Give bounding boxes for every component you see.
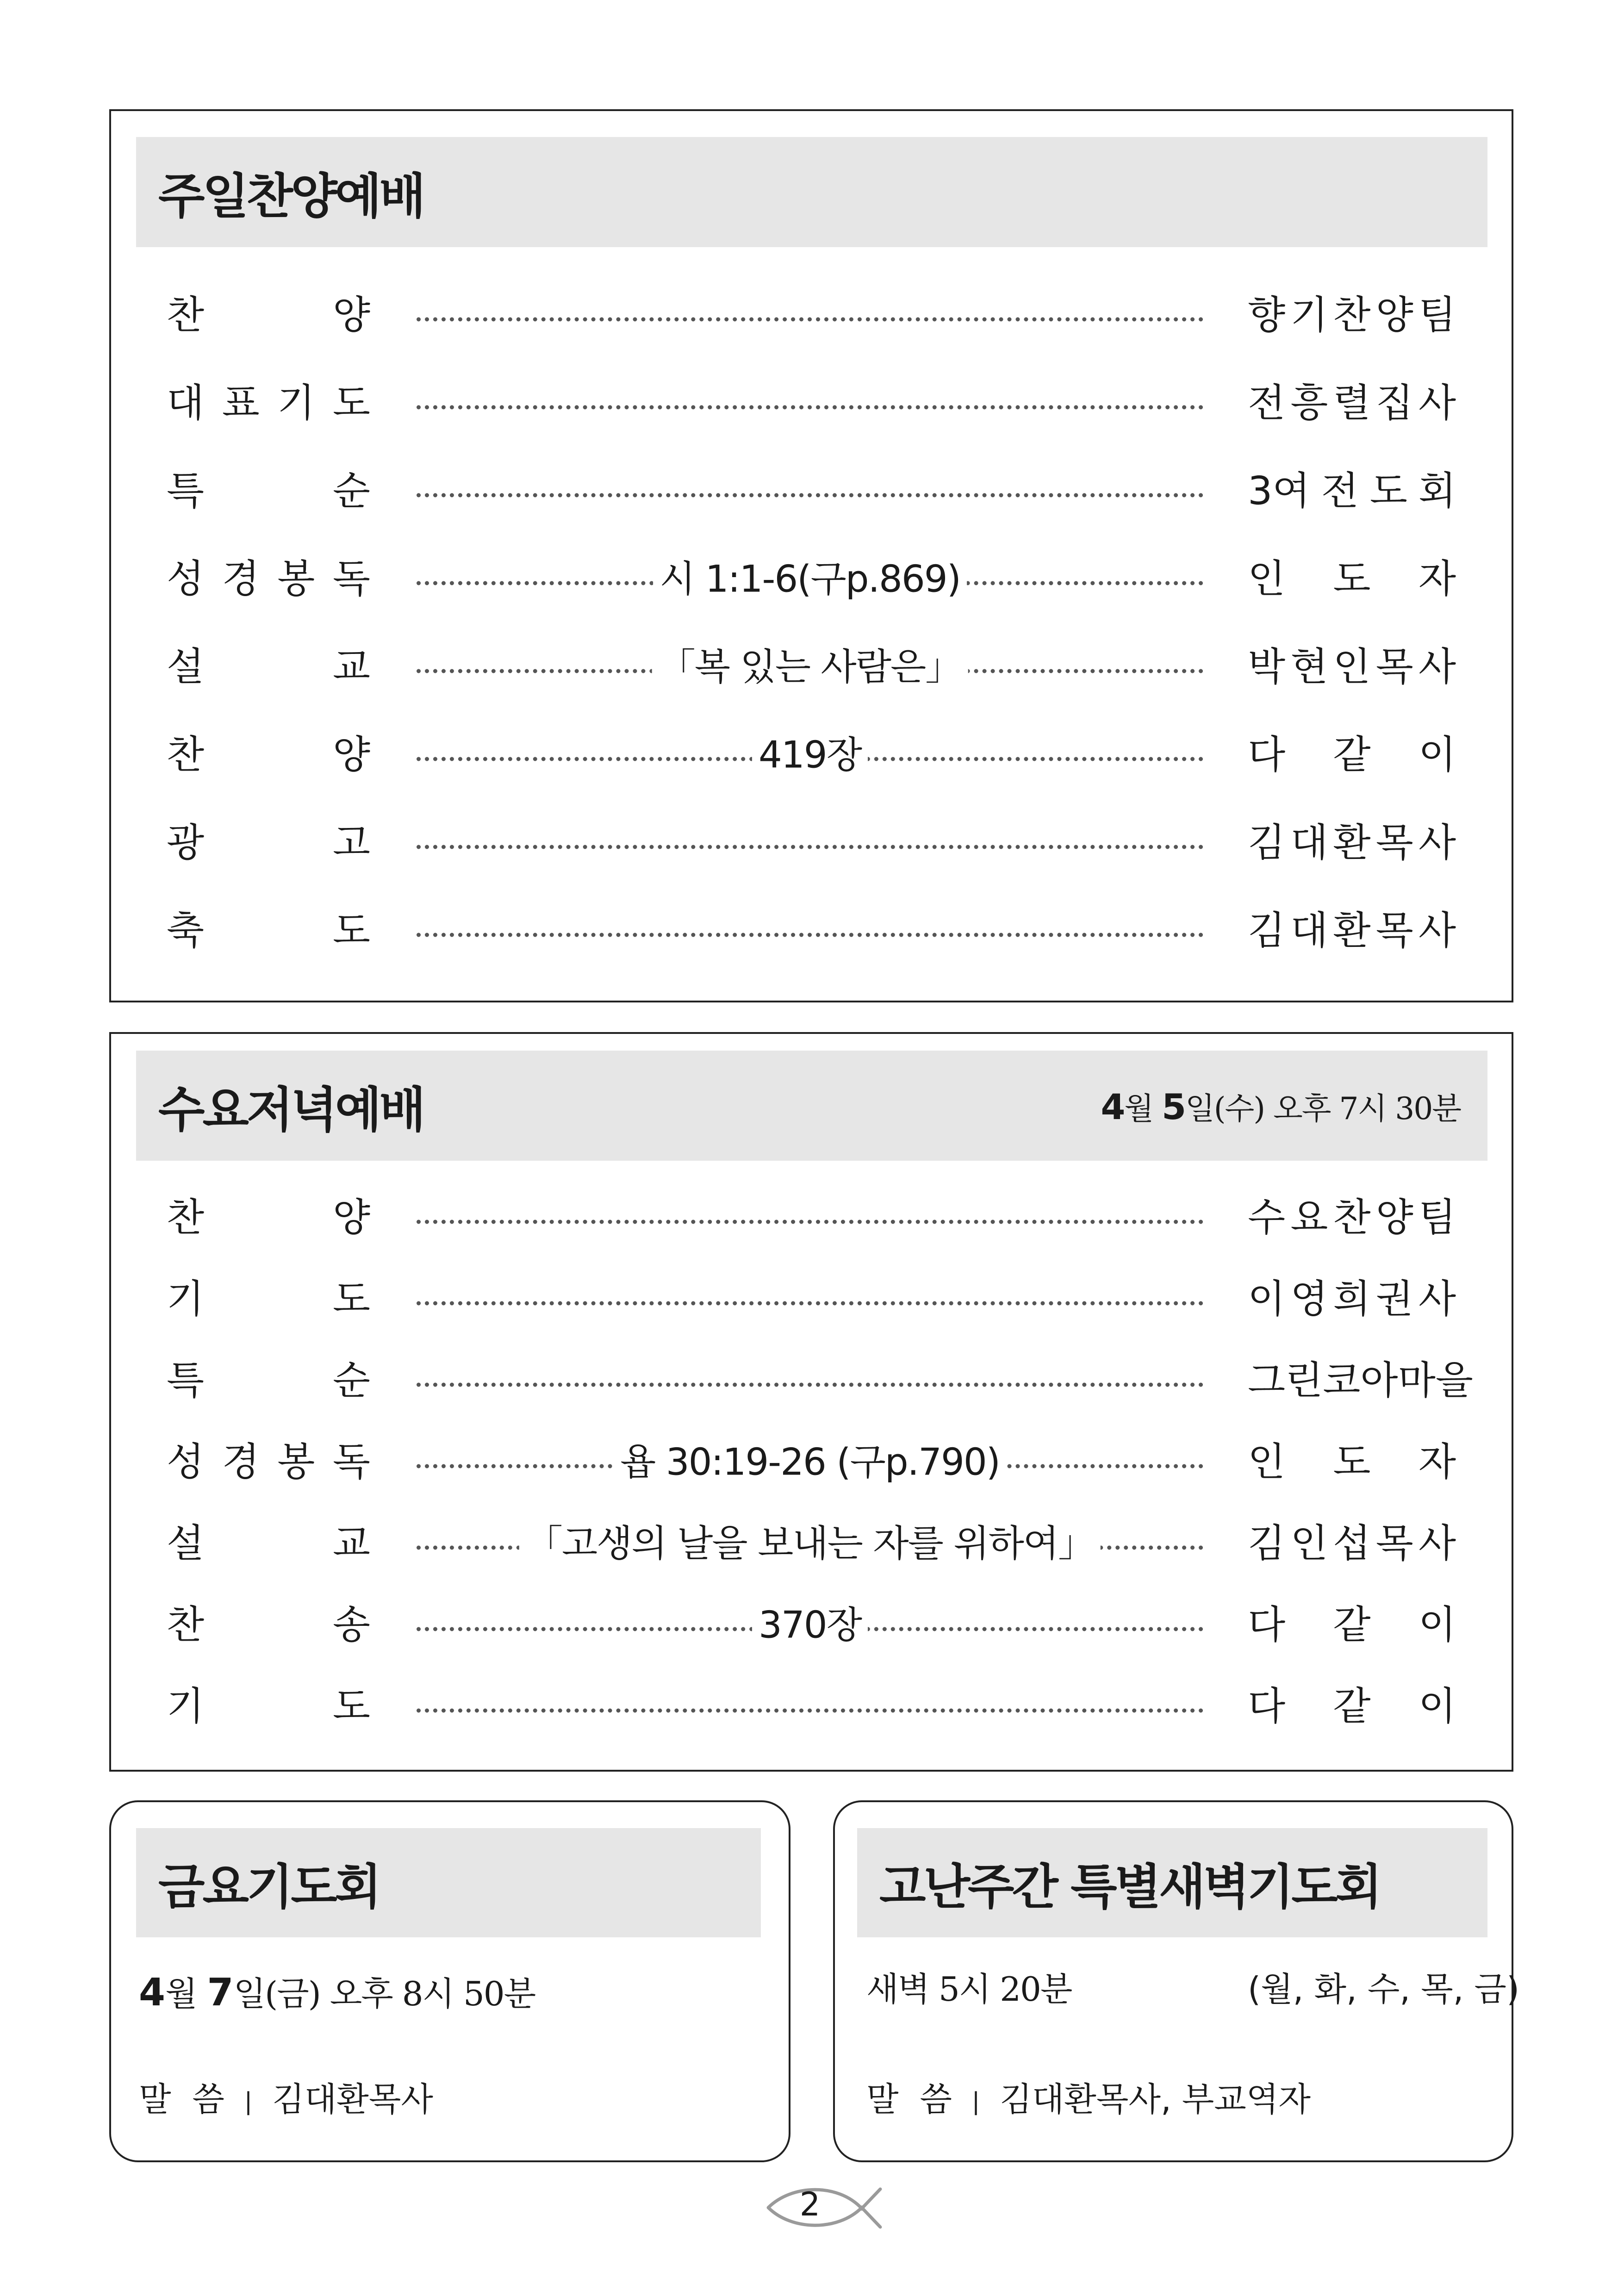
speaker-label: 말 씀 [139,2080,224,2119]
program-row [167,636,1462,691]
speaker-separator: | [971,2088,980,2116]
speaker-name: 김대환목사, 부교역자 [1000,2080,1311,2119]
program-row [167,812,1462,867]
program-item-leader: 3여 전 도 회 [1248,468,1456,514]
wednesday-service-title: 수요저녁예배 [158,1082,423,1138]
dawn-prayer-time: 새벽 5시 20분 [866,1970,1072,2009]
program-item-label: 찬 송 [167,1602,370,1648]
program-item-leader: 박 현 인 목 사 [1248,644,1456,690]
dotted-leader [417,493,1203,498]
program-item-detail: 시 1:1-6(구p.869) [653,549,967,603]
program-item-label: 기 도 [167,1276,370,1322]
program-item-leader: 다 같 이 [1248,1602,1456,1648]
program-item-leader: 다 같 이 [1248,1683,1456,1729]
friday-prayer-datetime: 4월 7일(금) 오후 8시 50분 [139,1971,535,2015]
wednesday-service-datetime: 4월 5일(수) 오후 7시 30분 [1101,1086,1461,1127]
program-item-label: 성 경 봉 독 [167,1439,370,1485]
program-item-detail: 370장 [752,1595,868,1649]
dotted-leader [417,1301,1203,1306]
program-item-leader: 김 대 환 목 사 [1248,908,1456,953]
program-item-label: 설 교 [167,1520,370,1566]
program-item-leader: 수 요 찬 양 팀 [1248,1195,1456,1240]
program-item-label: 축 도 [167,908,370,953]
program-item-leader: 전 흥 렬 집 사 [1248,380,1456,426]
program-item-leader: 이 영 희 권 사 [1248,1276,1456,1322]
sunday-service-title: 주일찬양예배 [158,168,423,224]
program-item-leader: 인 도 자 [1248,1439,1456,1485]
program-row [167,1594,1462,1649]
program-item-label: 찬 양 [167,732,370,778]
dawn-prayer-days: (월, 화, 수, 목, 금) [1248,1970,1520,2009]
dotted-leader [417,317,1203,322]
program-item-detail: 419장 [752,725,868,778]
friday-prayer-title: 금요기도회 [158,1859,380,1915]
program-row [167,1350,1473,1405]
program-row [167,460,1462,516]
program-row [167,548,1462,604]
friday-prayer-speaker [139,2072,433,2121]
program-item-label: 특 순 [167,1357,370,1403]
dotted-leader [417,1709,1203,1713]
program-item-leader: 김 인 섭 목 사 [1248,1520,1456,1566]
dotted-leader [417,1383,1203,1387]
program-row [167,372,1462,428]
program-item-detail: 욥 30:19-26 (구p.790) [614,1432,1006,1486]
program-item-label: 특 순 [167,468,370,514]
dotted-leader [417,933,1203,937]
sunday-service-header [136,137,1487,247]
program-item-leader: 향 기 찬 양 팀 [1248,292,1456,338]
program-item-label: 찬 양 [167,292,370,338]
program-row [167,1268,1462,1324]
program-item-detail: 「고생의 날을 보내는 자를 위하여」 [519,1514,1101,1567]
dawn-prayer-header [857,1828,1487,1937]
program-row [167,1675,1462,1731]
program-row [167,284,1462,340]
page-number: 2 [799,2185,821,2223]
program-item-label: 기 도 [167,1683,370,1729]
program-item-label: 찬 양 [167,1195,370,1240]
program-item-leader: 김 대 환 목 사 [1248,820,1456,865]
program-row [167,1512,1462,1568]
dawn-prayer-title: 고난주간 특별새벽기도회 [879,1859,1380,1915]
dotted-leader [417,845,1203,849]
program-item-leader: 다 같 이 [1248,732,1456,778]
program-item-label: 대 표 기 도 [167,380,370,426]
program-item-leader: 인 도 자 [1248,556,1456,602]
dawn-prayer-speaker [866,2072,1311,2121]
program-item-leader: 그린코아마을 [1248,1357,1473,1403]
dotted-leader [417,405,1203,410]
speaker-name: 김대환목사 [272,2080,433,2119]
friday-prayer-header [136,1828,761,1937]
program-row [167,1187,1462,1242]
program-row [167,724,1462,779]
program-row [167,1431,1462,1487]
speaker-label: 말 씀 [866,2080,952,2119]
program-item-label: 광 고 [167,820,370,865]
program-row [167,900,1462,955]
program-item-label: 설 교 [167,644,370,690]
program-item-label: 성 경 봉 독 [167,556,370,602]
program-item-detail: 「복 있는 사람은」 [652,637,968,691]
wednesday-service-header [136,1051,1487,1161]
dotted-leader [417,1220,1203,1224]
speaker-separator: | [244,2088,253,2116]
